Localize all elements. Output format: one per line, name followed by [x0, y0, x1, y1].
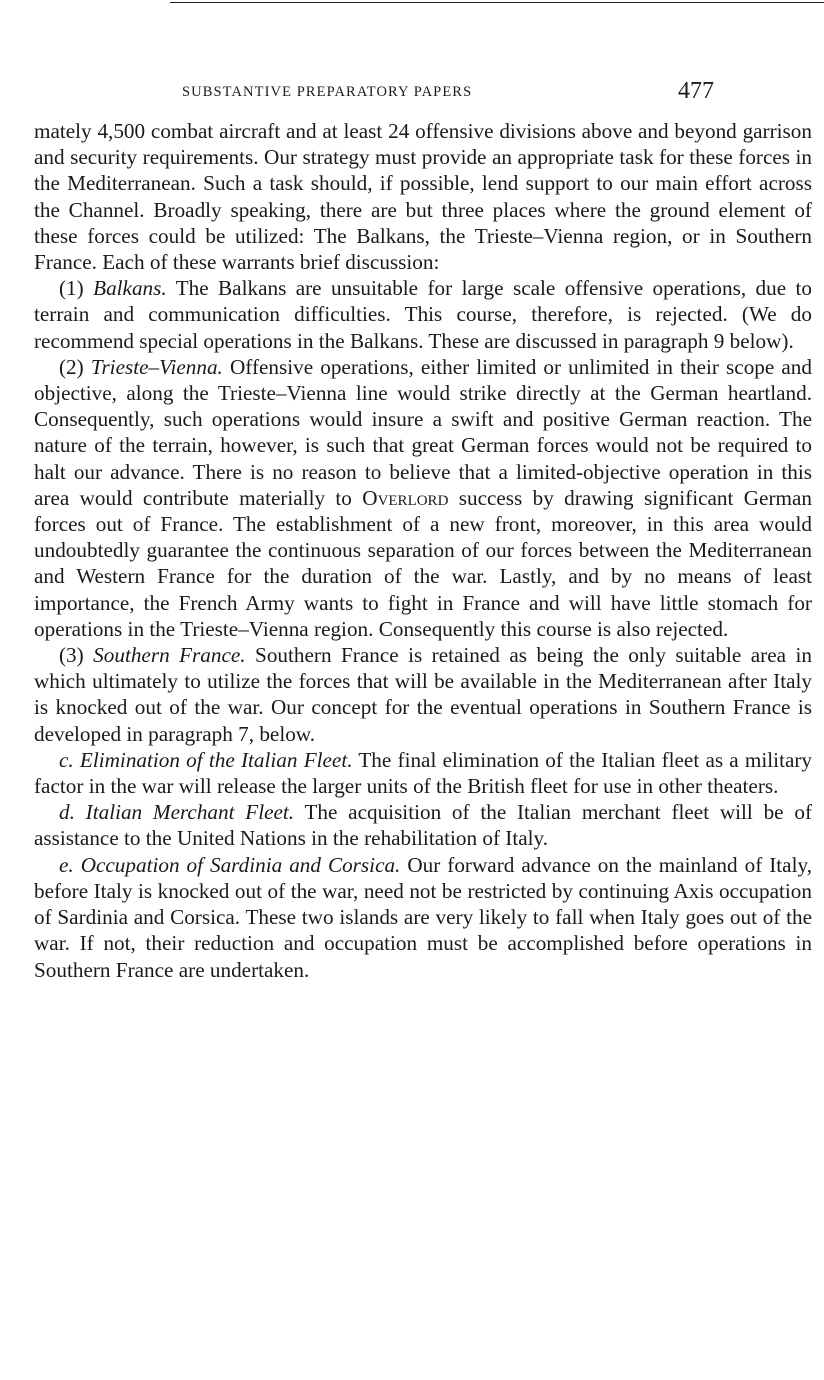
item-text: Offensive operations, either limited or unlimited in their scope and objective, along the Trieste–Vienna line would strike directly at the German heartland. Consequently, such operations would insure a swift and positive German reaction. The nature of the terrain, however, is such that great German forces would not be required to halt our advance. There is no reason to believe that a limited-objective operation in this area would contribute materially to — [34, 354, 812, 510]
paragraph-continuation: mately 4,500 combat aircraft and at least 24 offensive divisions above and beyond garrison and security requirements. Our strategy must provide an appropriate task for these forces in the Mediterranean. Such a task should, if possible, lend support to our main effort across the Channel. Broadly speaking, there are but three places where the ground element of these forces could be utilized: The Balkans, the Trieste–Vienna region, or in Southern France. Each of these warrants brief discussion: — [34, 119, 812, 275]
document-page — [34, 78, 812, 983]
page-header — [34, 78, 812, 118]
paragraph-trieste-vienna — [34, 354, 812, 642]
paragraph-southern-france — [34, 642, 812, 747]
item-marker: (1) — [59, 276, 94, 301]
section-text: The final elimination of the Italian fleet as a military factor in the war will release the larger units of the British fleet for use in other theaters. — [34, 747, 813, 799]
item-text: success by drawing significant German forces out of France. The establishment of a new front, moreover, in this area would undoubtedly guarantee the continuous separation of our forces between the Mediterranean and Western France for the duration of the war. Lastly, and by no means of least importance, the French Army wants to fight in France and will have little stomach for operations in the Trieste–Vienna region. Consequently this course is also rejected. — [34, 485, 812, 641]
page-number: 477 — [678, 78, 714, 104]
section-title: e. Occupation of Sardinia and Corsica. — [59, 852, 401, 877]
item-title: Balkans. — [93, 276, 167, 301]
item-marker: (2) — [59, 354, 91, 379]
section-title: c. Elimination of the Italian Fleet. — [59, 747, 353, 772]
paragraph-sardinia-corsica — [34, 852, 812, 983]
section-text: Our forward advance on the mainland of Italy, before Italy is knocked out of the war, need not be restricted by continuing Axis occupation of Sardinia and Corsica. These two islands are very likely to fall when Italy goes out of the war. If not, their reduction and occupation must be accomplished before operations in Southern France are undertaken. — [34, 852, 812, 982]
top-rule — [170, 2, 824, 3]
item-text: The Balkans are unsuitable for large scale offensive operations, due to terrain and communication difficulties. This course, therefore, is rejected. (We do recommend special operations in the Balkans. These are discussed in paragraph 9 below). — [34, 276, 812, 353]
section-title: d. Italian Merchant Fleet. — [59, 800, 295, 825]
item-text: Southern France is retained as being the only suitable area in which ultimately to utilize the forces that will be available in the Mediterranean after Italy is knocked out of the war. Our concept for the eventual operations in Southern France is developed in paragraph 7, below. — [34, 643, 812, 746]
item-title: Trieste–Vienna. — [90, 354, 223, 379]
paragraph-merchant-fleet — [34, 799, 812, 851]
running-head: SUBSTANTIVE PREPARATORY PAPERS — [182, 84, 473, 100]
paragraph-balkans — [34, 275, 812, 354]
item-marker: (3) — [59, 643, 94, 668]
body-text — [34, 118, 812, 983]
item-title: Southern France. — [93, 643, 246, 668]
operation-code-name: Overlord — [362, 485, 449, 510]
section-text: The acquisition of the Italian merchant fleet will be of assistance to the United Nations in the rehabilitation of Italy. — [34, 800, 812, 851]
paragraph-italian-fleet — [34, 747, 812, 799]
